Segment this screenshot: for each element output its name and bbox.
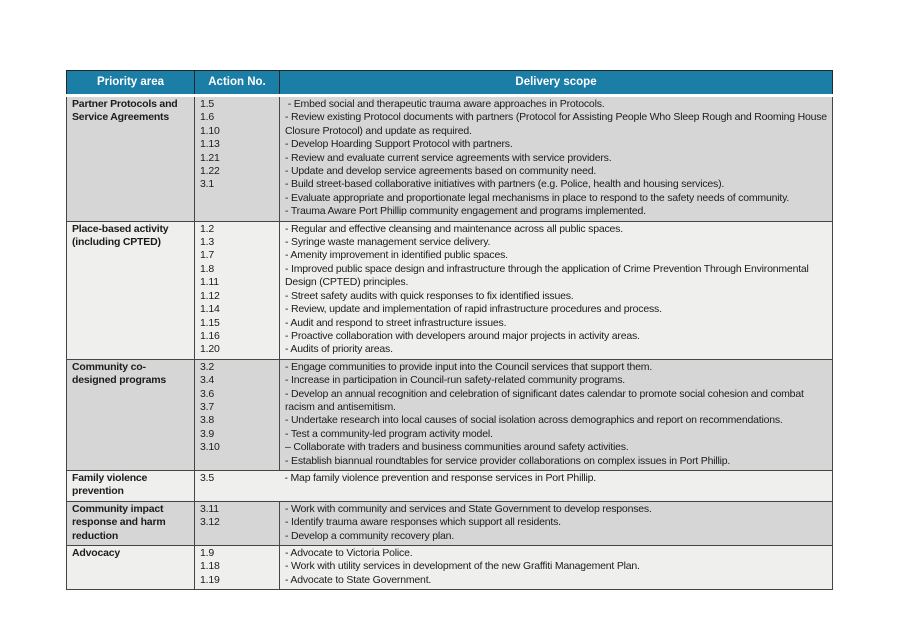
delivery-scope-item: - Work with utility services in development of the new Graffiti Management Plan. bbox=[285, 560, 640, 573]
action-number: 1.11 bbox=[200, 276, 219, 289]
delivery-scope-item: - Develop a community recovery plan. bbox=[285, 529, 455, 542]
delivery-scope-item: - Syringe waste management service delivery. bbox=[285, 236, 491, 249]
delivery-scope-cell bbox=[280, 96, 833, 222]
action-number: 3.11 bbox=[200, 502, 219, 515]
delivery-scope-item: - Increase in participation in Council-run safety-related community programs. bbox=[285, 374, 626, 387]
table-body bbox=[67, 96, 833, 590]
action-number: 1.13 bbox=[200, 138, 220, 151]
table-row bbox=[67, 359, 833, 470]
delivery-scope-cell bbox=[280, 470, 833, 501]
delivery-scope-item: - Advocate to State Government. bbox=[285, 573, 432, 586]
delivery-scope-item: - Engage communities to provide input into the Council services that support them. bbox=[285, 360, 653, 373]
delivery-scope-item: - Map family violence prevention and response services in Port Phillip. bbox=[284, 471, 596, 484]
priority-area-cell: Community impact response and harm reduction bbox=[67, 501, 195, 545]
table-row bbox=[67, 221, 833, 359]
priority-area-cell: Community co-designed programs bbox=[67, 359, 195, 470]
action-number: 3.4 bbox=[200, 374, 214, 387]
delivery-scope-item: - Audits of priority areas. bbox=[285, 343, 393, 356]
action-number: 1.9 bbox=[200, 547, 214, 559]
table-row bbox=[67, 96, 833, 222]
action-number: 1.15 bbox=[200, 316, 220, 329]
table-header-row bbox=[67, 71, 833, 96]
delivery-plan-table bbox=[66, 70, 833, 590]
action-number: 1.7 bbox=[200, 249, 214, 262]
table-row bbox=[67, 546, 833, 590]
action-number: 3.5 bbox=[200, 471, 214, 484]
delivery-scope-item: - Develop an annual recognition and celebration of significant dates calendar to promote social cohesion and combat racism and antisemitism. bbox=[285, 387, 807, 413]
action-number: 1.21 bbox=[200, 151, 220, 164]
action-numbers-cell bbox=[195, 221, 280, 359]
delivery-scope-item: - Trauma Aware Port Phillip community engagement and programs implemented. bbox=[285, 205, 646, 218]
priority-area-cell: Family violence prevention bbox=[67, 470, 195, 501]
action-number: 1.10 bbox=[200, 124, 220, 137]
action-number: 1.12 bbox=[200, 289, 220, 302]
action-number: 1.3 bbox=[200, 236, 214, 249]
table-row bbox=[67, 501, 833, 545]
action-number: 1.20 bbox=[200, 343, 220, 356]
delivery-scope-cell bbox=[280, 359, 833, 470]
action-numbers-cell bbox=[195, 546, 280, 590]
delivery-scope-item: - Test a community-led program activity model. bbox=[285, 427, 493, 440]
delivery-scope-item: - Audit and respond to street infrastructure issues. bbox=[285, 316, 507, 329]
action-number: 1.5 bbox=[200, 98, 214, 110]
action-number: 3.1 bbox=[200, 178, 214, 191]
action-number: 3.9 bbox=[200, 427, 214, 440]
delivery-scope-item: - Improved public space design and infrastructure through the application of Crime Prevention Through Environmental Design (CPTED) principles. bbox=[285, 262, 812, 289]
delivery-scope-item: - Regular and effective cleansing and maintenance across all public spaces. bbox=[285, 222, 623, 235]
delivery-scope-cell bbox=[280, 221, 833, 359]
delivery-scope-item: - Proactive collaboration with developers around major projects in activity areas. bbox=[285, 329, 640, 342]
priority-area-cell: Place-based activity (including CPTED) bbox=[67, 221, 195, 359]
action-number: 3.12 bbox=[200, 516, 220, 529]
action-number: 1.6 bbox=[200, 111, 214, 124]
action-number: 1.19 bbox=[200, 573, 220, 586]
delivery-scope-item: - Advocate to Victoria Police. bbox=[285, 547, 413, 559]
action-number: 3.8 bbox=[200, 414, 214, 427]
delivery-scope-item: - Update and develop service agreements based on community need. bbox=[285, 165, 597, 178]
delivery-scope-item: - Review, update and implementation of rapid infrastructure procedures and process. bbox=[285, 303, 662, 316]
priority-area-cell: Advocacy bbox=[67, 546, 195, 590]
action-number: 3.10 bbox=[200, 441, 220, 454]
delivery-scope-item: - Amenity improvement in identified public spaces. bbox=[285, 249, 508, 262]
delivery-scope-cell bbox=[280, 501, 833, 545]
delivery-scope-item: - Build street-based collaborative initiatives with partners (e.g. Police, health and housing services). bbox=[285, 178, 725, 191]
column-header-action-no: Action No. bbox=[195, 71, 280, 96]
action-number: 1.22 bbox=[200, 165, 220, 178]
delivery-scope-item: - Review existing Protocol documents with partners (Protocol for Assisting People Who Sleep Rough and Rooming House Closure Protocol) and update as required. bbox=[285, 111, 830, 137]
action-numbers-cell bbox=[195, 96, 280, 222]
action-number: 1.16 bbox=[200, 329, 220, 342]
delivery-scope-item: - Street safety audits with quick responses to fix identified issues. bbox=[285, 289, 574, 302]
action-number: 3.6 bbox=[200, 387, 214, 400]
delivery-scope-item: - Work with community and services and State Government to develop responses. bbox=[285, 502, 652, 515]
table-row bbox=[67, 470, 833, 501]
delivery-scope-cell bbox=[280, 546, 833, 590]
delivery-scope-item: - Establish biannual roundtables for service provider collaborations on complex issues in Port Phillip. bbox=[285, 454, 731, 467]
delivery-scope-item: - Review and evaluate current service agreements with service providers. bbox=[285, 151, 612, 164]
action-numbers-cell bbox=[195, 470, 280, 501]
delivery-scope-item: - Undertake research into local causes of social isolation across demographics and report on recommendations. bbox=[285, 414, 783, 427]
action-number: 1.18 bbox=[200, 560, 220, 573]
action-numbers-cell bbox=[195, 501, 280, 545]
delivery-scope-item: - Develop Hoarding Support Protocol with partners. bbox=[285, 138, 513, 151]
action-number: 3.2 bbox=[200, 360, 214, 373]
action-number: 3.7 bbox=[200, 400, 214, 413]
action-number: 1.2 bbox=[200, 222, 214, 235]
action-numbers-cell bbox=[195, 359, 280, 470]
column-header-delivery-scope: Delivery scope bbox=[280, 71, 833, 96]
priority-area-cell: Partner Protocols and Service Agreements bbox=[67, 96, 195, 222]
delivery-scope-item: – Collaborate with traders and business communities around safety activities. bbox=[285, 441, 629, 454]
column-header-priority-area: Priority area bbox=[67, 71, 195, 96]
action-number: 1.14 bbox=[200, 303, 220, 316]
delivery-scope-item: - Embed social and therapeutic trauma aware approaches in Protocols. bbox=[285, 98, 605, 110]
action-number: 1.8 bbox=[200, 262, 214, 275]
delivery-scope-item: - Identify trauma aware responses which support all residents. bbox=[285, 516, 561, 529]
delivery-scope-item: - Evaluate appropriate and proportionate legal mechanisms in place to respond to the safety needs of community. bbox=[285, 191, 790, 204]
